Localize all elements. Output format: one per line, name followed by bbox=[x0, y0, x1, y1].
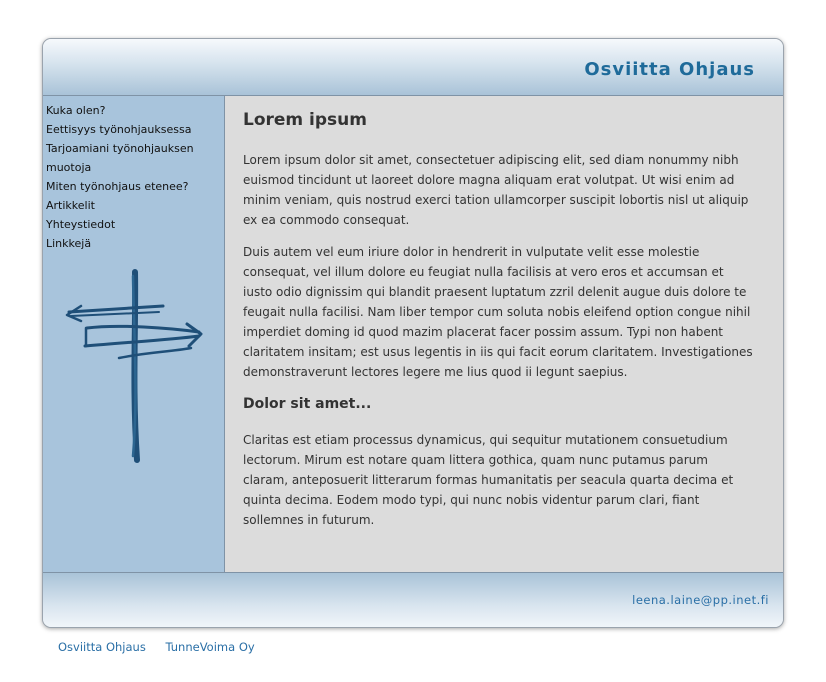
bottom-link-tunnevoima[interactable]: TunneVoima Oy bbox=[165, 640, 255, 654]
page-frame bbox=[42, 38, 784, 628]
content-heading-dolor-sit-amet: Dolor sit amet... bbox=[243, 396, 372, 412]
sidebar-item-label[interactable]: Artikkelit bbox=[46, 199, 95, 212]
site-title: Osviitta Ohjaus bbox=[584, 59, 755, 80]
sidebar-item-label[interactable]: Eettisyys työnohjauksessa bbox=[46, 123, 192, 136]
signpost-icon bbox=[59, 266, 209, 466]
bottom-links bbox=[58, 640, 271, 654]
sidebar-item-label[interactable]: Yhteystiedot bbox=[46, 218, 116, 231]
sidebar bbox=[43, 96, 225, 572]
sidebar-item-label[interactable]: Linkkejä bbox=[46, 237, 92, 250]
content-paragraph: Claritas est etiam processus dynamicus, qui sequitur mutationem consuetudium lectorum. Mirum est notare quam littera gothica, quam nunc putamus parum claram, anteposuerit litterarum formas humanitatis per seacula quarta decima et quinta decima. Eodem modo typi, qui nunc nobis videntur parum clari, fiant sollemnes in futurum. bbox=[243, 433, 734, 527]
content-heading-lorem-ipsum: Lorem ipsum bbox=[243, 110, 367, 130]
footer-email-link[interactable]: leena.laine@pp.inet.fi bbox=[632, 593, 769, 607]
sidebar-item-miten[interactable] bbox=[46, 177, 224, 196]
footer bbox=[43, 572, 783, 628]
sidebar-item-yhteystiedot[interactable] bbox=[46, 215, 224, 234]
sidebar-item-linkkeja[interactable] bbox=[46, 234, 224, 253]
header bbox=[43, 39, 783, 96]
sidebar-item-label[interactable]: Kuka olen? bbox=[46, 104, 106, 117]
sidebar-item-eettisyys[interactable] bbox=[46, 120, 224, 139]
bottom-link-osviitta-ohjaus[interactable]: Osviitta Ohjaus bbox=[58, 640, 146, 654]
sidebar-item-label[interactable]: Tarjoamiani työnohjauksen muotoja bbox=[46, 142, 194, 174]
main-content bbox=[225, 96, 783, 572]
sidebar-item-label[interactable]: Miten työnohjaus etenee? bbox=[46, 180, 189, 193]
sidebar-nav bbox=[43, 96, 224, 253]
sidebar-item-tarjoamiani[interactable] bbox=[46, 139, 224, 177]
content-paragraph: Lorem ipsum dolor sit amet, consectetuer adipiscing elit, sed diam nonummy nibh euismod tincidunt ut laoreet dolore magna aliquam erat volutpat. Ut wisi enim ad minim veniam, quis nostrud exerci tation ullamcorper suscipit lobortis nisl ut aliquip ex ea commodo consequat. bbox=[243, 153, 749, 227]
content-paragraph: Duis autem vel eum iriure dolor in hendrerit in vulputate velit esse molestie consequat, vel illum dolore eu feugiat nulla facilisis at vero eros et accumsan et iusto odio dignissim qui blandit praesent luptatum zzril delenit augue duis dolore te feugait nulla facilisi. Nam liber tempor cum soluta nobis eleifend option congue nihil imperdiet doming id quod mazim placerat facer possim assum. Typi non habent claritatem insitam; est usus legentis in iis qui facit eorum claritatem. Investigationes demonstraverunt lectores legere me lius quod ii legunt saepius. bbox=[243, 245, 753, 379]
sidebar-item-kuka-olen[interactable] bbox=[46, 101, 224, 120]
sidebar-item-artikkelit[interactable] bbox=[46, 196, 224, 215]
